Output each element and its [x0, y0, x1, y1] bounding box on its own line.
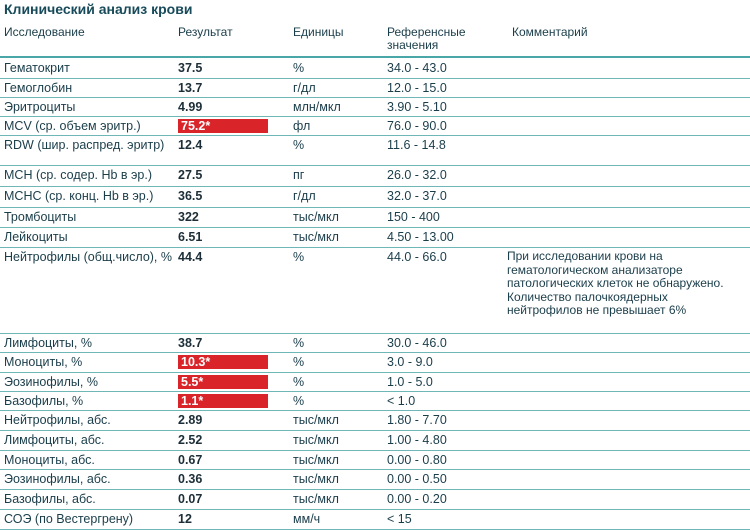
result-value: 0.07 — [178, 492, 203, 506]
test-name: Базофилы, % — [4, 394, 84, 408]
reference-range: 0.00 - 0.80 — [387, 453, 447, 467]
units: % — [293, 138, 305, 152]
table-row — [0, 100, 750, 117]
reference-range: 26.0 - 32.0 — [387, 168, 447, 182]
table-row — [0, 138, 750, 166]
result-value: 12.4 — [178, 138, 203, 152]
units: г/дл — [293, 189, 316, 203]
test-name: Гематокрит — [4, 61, 70, 75]
test-name: Гемоглобин — [4, 81, 73, 95]
result-value: 2.52 — [178, 433, 203, 447]
reference-range: 3.0 - 9.0 — [387, 355, 433, 369]
result-value: 4.99 — [178, 100, 203, 114]
header-reference-1: Референсные — [387, 25, 466, 39]
reference-range: 30.0 - 46.0 — [387, 336, 447, 350]
row-divider — [0, 469, 750, 470]
reference-range: 1.00 - 4.80 — [387, 433, 447, 447]
flagged-result: 5.5* — [178, 375, 268, 389]
result-value: 27.5 — [178, 168, 203, 182]
reference-range: 1.80 - 7.70 — [387, 413, 447, 427]
row-divider — [0, 391, 750, 392]
header-result: Результат — [178, 25, 233, 39]
reference-range: 11.6 - 14.8 — [387, 138, 446, 152]
units: % — [293, 355, 305, 369]
result-value: 2.89 — [178, 413, 203, 427]
reference-range: 1.0 - 5.0 — [387, 375, 433, 389]
row-divider — [0, 430, 750, 431]
row-divider — [0, 227, 750, 228]
units: тыс/мкл — [293, 210, 339, 224]
row-divider — [0, 489, 750, 490]
test-name: Эозинофилы, абс. — [4, 472, 111, 486]
units: тыс/мкл — [293, 230, 339, 244]
row-divider — [0, 333, 750, 334]
test-name: Моноциты, абс. — [4, 453, 95, 467]
table-row — [0, 81, 750, 98]
units: тыс/мкл — [293, 472, 339, 486]
comment: При исследовании крови на гематологическом анализаторе патологических клеток не обнаружено. Количество палочкоядерных нейтрофилов не превышает 6% — [507, 249, 724, 317]
row-divider — [0, 186, 750, 187]
reference-range: 12.0 - 15.0 — [387, 81, 447, 95]
header-units: Единицы — [293, 25, 344, 39]
result-value: 0.36 — [178, 472, 203, 486]
header-divider — [0, 56, 750, 58]
table-row — [0, 413, 750, 431]
result-value: 12 — [178, 512, 192, 526]
reference-range: 4.50 - 13.00 — [387, 230, 454, 244]
units: млн/мкл — [293, 100, 341, 114]
flagged-result: 75.2* — [178, 119, 268, 133]
units: тыс/мкл — [293, 433, 339, 447]
table-row — [0, 492, 750, 510]
units: % — [293, 394, 305, 408]
result-value: 0.67 — [178, 453, 203, 467]
row-divider — [0, 135, 750, 136]
test-name: MCHC (ср. конц. Hb в эр.) — [4, 189, 154, 203]
units: % — [293, 250, 305, 264]
row-divider — [0, 450, 750, 451]
reference-range: < 15 — [387, 512, 412, 526]
flagged-result: 10.3* — [178, 355, 268, 369]
table-header — [0, 26, 750, 55]
test-name: RDW (шир. распред. эритр) — [4, 138, 165, 152]
table-row — [0, 250, 750, 334]
test-name: Лейкоциты — [4, 230, 68, 244]
test-name: MCV (ср. объем эритр.) — [4, 119, 141, 133]
row-divider — [0, 410, 750, 411]
header-reference-2: значения — [387, 38, 439, 52]
test-name: Нейтрофилы (общ.число), % — [4, 250, 172, 264]
page-title: Клинический анализ крови — [4, 1, 193, 17]
units: тыс/мкл — [293, 492, 339, 506]
reference-range: 32.0 - 37.0 — [387, 189, 447, 203]
table-row — [0, 336, 750, 353]
row-divider — [0, 207, 750, 208]
result-value: 38.7 — [178, 336, 203, 350]
table-row — [0, 472, 750, 490]
table-row — [0, 230, 750, 248]
result-value: 36.5 — [178, 189, 203, 203]
table-row — [0, 119, 750, 136]
row-divider — [0, 372, 750, 373]
units: г/дл — [293, 81, 316, 95]
row-divider — [0, 247, 750, 248]
table-row — [0, 210, 750, 228]
table-row — [0, 433, 750, 451]
result-value: 6.51 — [178, 230, 203, 244]
reference-range: 0.00 - 0.20 — [387, 492, 447, 506]
test-name: СОЭ (по Вестергрену) — [4, 512, 134, 526]
units: % — [293, 336, 305, 350]
reference-range: 150 - 400 — [387, 210, 440, 224]
units: % — [293, 61, 305, 75]
table-row — [0, 375, 750, 392]
test-name: Лимфоциты, абс. — [4, 433, 105, 447]
table-row — [0, 61, 750, 79]
test-name: Тромбоциты — [4, 210, 77, 224]
units: тыс/мкл — [293, 453, 339, 467]
result-value: 44.4 — [178, 250, 203, 264]
reference-range: < 1.0 — [387, 394, 416, 408]
units: мм/ч — [293, 512, 321, 526]
result-value: 37.5 — [178, 61, 203, 75]
test-name: MCH (ср. содер. Hb в эр.) — [4, 168, 152, 182]
table-row — [0, 355, 750, 373]
row-divider — [0, 165, 750, 166]
units: пг — [293, 168, 305, 182]
row-divider — [0, 352, 750, 353]
result-value: 322 — [178, 210, 199, 224]
units: % — [293, 375, 305, 389]
table-row — [0, 512, 750, 530]
test-name: Эритроциты — [4, 100, 76, 114]
reference-range: 0.00 - 0.50 — [387, 472, 447, 486]
row-divider — [0, 97, 750, 98]
test-name: Лимфоциты, % — [4, 336, 92, 350]
test-name: Базофилы, абс. — [4, 492, 96, 506]
header-test: Исследование — [4, 25, 85, 39]
row-divider — [0, 78, 750, 79]
table-row — [0, 168, 750, 187]
test-name: Моноциты, % — [4, 355, 83, 369]
units: фл — [293, 119, 311, 133]
test-name: Нейтрофилы, абс. — [4, 413, 111, 427]
table-row — [0, 189, 750, 208]
row-divider — [0, 509, 750, 510]
result-value: 13.7 — [178, 81, 203, 95]
reference-range: 44.0 - 66.0 — [387, 250, 447, 264]
reference-range: 34.0 - 43.0 — [387, 61, 447, 75]
row-divider — [0, 116, 750, 117]
table-row — [0, 453, 750, 470]
table-row — [0, 394, 750, 411]
test-name: Эозинофилы, % — [4, 375, 98, 389]
units: тыс/мкл — [293, 413, 339, 427]
reference-range: 76.0 - 90.0 — [387, 119, 447, 133]
header-comment: Комментарий — [512, 25, 588, 39]
flagged-result: 1.1* — [178, 394, 268, 408]
reference-range: 3.90 - 5.10 — [387, 100, 447, 114]
